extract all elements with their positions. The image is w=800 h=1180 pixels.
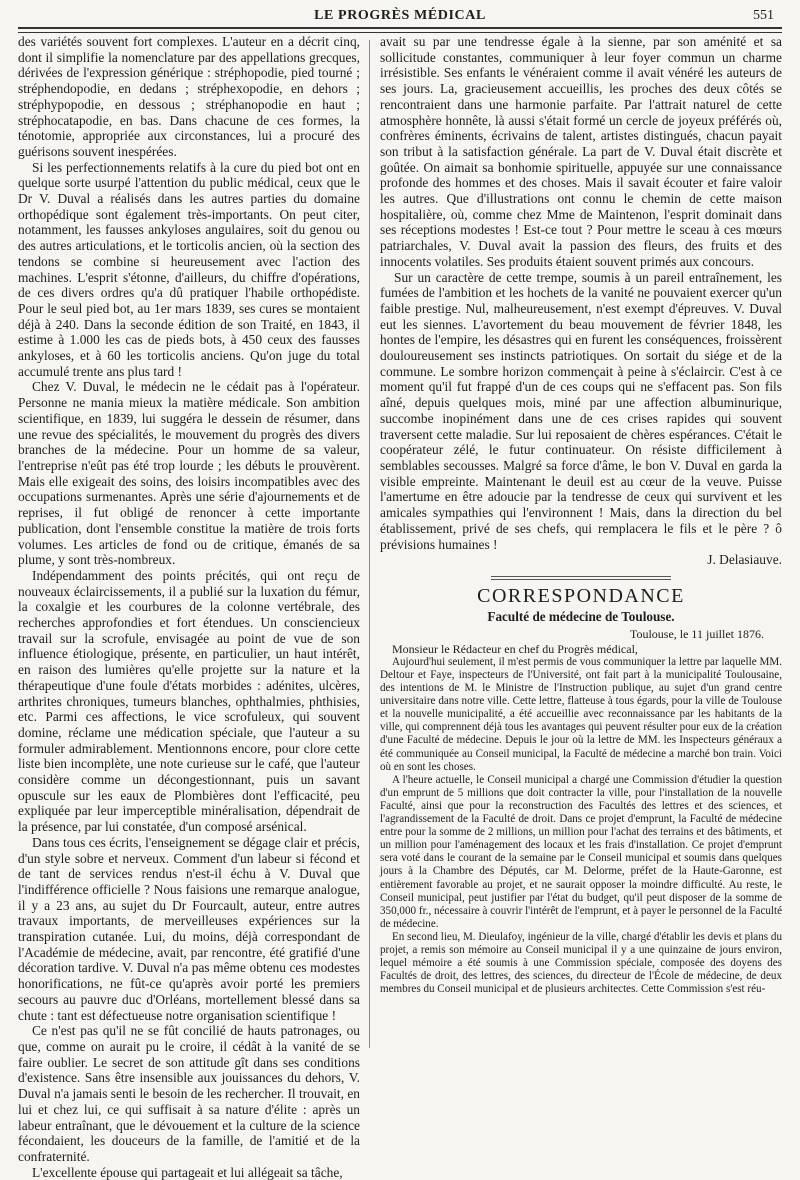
page-header xyxy=(0,0,800,28)
column-divider xyxy=(369,40,370,1048)
header-rule xyxy=(18,27,782,33)
left-column xyxy=(18,34,360,1180)
page-number: 551 xyxy=(753,8,774,23)
correspondence-subtitle: Faculté de médecine de Toulouse. xyxy=(487,608,675,624)
paragraph: des variétés souvent fort complexes. L'auteur en a décrit cinq, dont il simplifie la nomenclature par des appellations grecques, dérivées de l'expression générique : stréphopodie, pied tourné ; stréphendopodie, en dedans ; stréphexopodie, en dehors ; stréphypopodie, en dessous ; stréphanopodie en haut ; stréphocatapodie, en bas. Dans chacune de ces formes, la ténotomie, appropriée aux circonstances, lui a procuré des guérisons souvent inespérées. xyxy=(18,34,360,159)
author-signature: J. Delasiauve. xyxy=(707,552,782,568)
paragraph: Ce n'est pas qu'il ne se fût concilié de hauts patronages, ou que, comme on aurait pu le croire, il cédât à la vanité de se faire oublier. Le secret de son attitude gît dans ses conditions d'existence. Sans être insensible aux jouissances du dehors, V. Duval n'a jamais senti le besoin de les rechercher. Il trouvait, en lui et chez lui, ce qui suffisait à sa nature d'élite : après un labeur entraînant, que le dévouement et la culture de la science fécondaient, les douceurs de la famille, de l'amitié et de la confraternité. xyxy=(18,1023,360,1164)
paragraph: L'excellente épouse qui partageait et lui allégeait sa tâche, xyxy=(32,1164,343,1180)
section-separator xyxy=(491,576,671,580)
running-title: LE PROGRÈS MÉDICAL xyxy=(314,8,486,23)
paragraph: Dans tous ces écrits, l'enseignement se dégage clair et précis, d'un style sobre et nerveux. Comment d'un labeur si fécond et de tant de services rendus n'est-il échu à V. Duval que l'indifférence officielle ? Nous faisions une remarque analogue, il y a 23 ans, au sujet du Dr Fourcault, auteur, entre autres travaux importants, de merveilleuses expériences sur la transpiration cutanée. Lui, du moins, déjà correspondant de l'Académie de médecine, avait, par rencontre, été gratifié d'une décoration tardive. V. Duval n'a pas même obtenu ces modestes honorifications, ne fût-ce qu'après avoir porté les premiers secours au pauvre duc d'Orléans, mortellement blessé dans sa chute : tant est défectueuse notre organisation scientifique ! xyxy=(18,834,360,1023)
paragraph: Sur un caractère de cette trempe, soumis à un pareil entraînement, les fumées de l'ambition et les hochets de la vanité ne pouvaient exercer qu'un faible prestige. Nul, malheureusement, n'est exempt d'épreuves. V. Duval eut les siennes. L'avortement du beau mouvement de février 1848, les hontes de l'empire, les désastres qui en furent les conséquences, froissèrent douloureusement ses instincts patriotiques. On sortait du siége et de la commune. Le sombre horizon commençait à peine à s'éclaircir. C'est à ce moment qu'il fut frappé d'un de ces coups qui ne s'effacent pas. Son fils aîné, depuis quelques mois, miné par une affection albuminurique, succombe inopinément dans une de ces crises rapides qui souvent traversent cette maladie. Sur lui reposaient de chères espérances. C'était le coopérateur zélé, le futur continuateur. On résiste difficilement à semblables secousses. Malgré sa force d'âme, le bon V. Duval en garda la visible empreinte. Maintenant le deuil est au cœur de la veuve. Puisse l'amertume en être adoucie par la tendresse de ceux qui survivent et les amicales sympathies qui l'environnent ! Mais, dans la direction du bel établissement, privé de ses chefs, qui remplacera le fils et le père ? ô prévisions humaines ! xyxy=(380,269,782,552)
paragraph: Indépendamment des points précités, qui ont reçu de nouveaux éclaircissements, il a publié sur la luxation du fémur, la coxalgie et les courbures de la colonne vertébrale, des recherches approfondies et fort étendues. Un consciencieux travail sur la scrofule, envisagée au point de vue de son influence étiologique, présente, en particulier, un haut intérêt, en raison des lumières qu'elle projette sur la nature et la thérapeutique d'une foule d'états morbides : adénites, ulcères, arthrites chroniques, tumeurs blanches, ophthalmies, phthisies, etc. Parmi ces affections, le vice scrofuleux, qui souvent domine, réclame une médication spéciale, que l'auteur a su formuler admirablement. Mentionnons encore, pour clore cette liste bien incomplète, une note curieuse sur le café, que l'auteur considère comme un décongestionnant, puis un savant opuscule sur les eaux de Plombières dont l'efficacité, peu expliquée par leur imperceptible minéralisation, dépendrait de la présence, par lui constatée, d'un composé arsénical. xyxy=(18,567,360,835)
right-column xyxy=(380,34,782,1054)
letter-body xyxy=(380,642,782,996)
letter-salutation: Monsieur le Rédacteur en chef du Progrès médical, xyxy=(392,641,638,656)
paragraph: Si les perfectionnements relatifs à la cure du pied bot ont en quelque sorte usurpé l'attention du public médical, ceux que le Dr V. Duval a réalisés dans les autres parties du domaine orthopédique sont également très-importants. On peut citer, notamment, les fausses ankyloses angulaires, soit du genou ou des autres articulations, et le torticolis ancien, où la section des tendons se combine si heureusement avec l'action des machines. L'esprit s'étonne, d'ailleurs, du chiffre d'opérations, de ces divers ordres qu'a dû pratiquer l'habile orthopédiste. Pour le seul pied bot, au 1er mars 1839, ses cures se montaient déjà à 240. Dans la seconde édition de son Traité, en 1843, il estime à 1.000 les cas de pieds bots, à 450 ceux des fausses ankyloses, et à 60 les torticolis anciens. Qu'on juge du total accumulé trente ans plus tard ! xyxy=(18,159,360,379)
letter-paragraph: A l'heure actuelle, le Conseil municipal a chargé une Commission d'étudier la question d'un emprunt de 5 millions que doit contracter la ville, pour l'installation de la nouvelle Faculté, ainsi que pour la reconstruction des Facultés des lettres et des sciences, et l'agrandissement de la Faculté de droit. Dans ce projet d'emprunt, la Faculté de médecine entre pour la somme de 2 millions, un million pour l'achat des terrains et des bâtiments, et un million pour l'aménagement des locaux et les frais d'installation. Ce projet d'emprunt sera voté dans le courant de la semaine par le Conseil municipal et soumis dans quelques jours à la Chambre des Députés, car M. Delorme, préfet de la Haute-Garonne, est entièrement favorable au projet, et ne saurait opposer la moindre difficulté. Au reste, le Conseil municipal, peut justifier par l'état du budget, qu'il peut disposer de la somme de 350,000 fr., nécessaire à couvrir l'intérêt de l'emprunt, et à payer le personnel de la Faculté de médecine. xyxy=(380,773,782,930)
letter-paragraph: Aujourd'hui seulement, il m'est permis de vous communiquer la lettre par laquelle MM. Deltour et Faye, inspecteurs de l'Université, ont fait part à la municipalité Toulousaine, des intentions de M. le Ministre de l'Instruction publique, au sujet d'un grand centre universitaire dans notre ville. Cette lettre, flatteuse à tous égards, pour la ville de Toulouse et la nouvelle municipalité, a été accueillie avec reconnaissance par les habitants de la ville, qui comprennent déjà tous les avantages qui peuvent résulter pour eux de la création d'une Faculté de médecine. Depuis le jour où la lettre de MM. les Inspecteurs généraux a été communiquée au Conseil municipal, la Faculté de médecine a marché bon train. Voici où en sont les choses. xyxy=(380,655,782,773)
letter-dateline: Toulouse, le 11 juillet 1876. xyxy=(629,626,764,641)
paragraph: avait su par une tendresse égale à la sienne, par son aménité et sa sollicitude constantes, communiquer à leur foyer commun un charme irrésistible. Ses enfants le vénéraient comme il avait vénéré les auteurs de ses jours. La, gracieusement accueillis, les proches des deux côtés se rencontraient dans une harmonie parfaite. Par l'attrait naturel de cette atmosphère honnête, là aussi s'était formé un cercle de joyeux préférés où, confrères éminents, écrivains de talent, artistes distingués, chacun payait son tribut à la satisfaction générale. La part de V. Duval était discrète et goûtée. On aimait sa bonhomie spirituelle, appuyée sur une connaissance profonde des hommes et des choses. Mais il savait écouter et faire valoir les autres. Que d'illustrations ont connu le chemin de cette maison hospitalière, où, comme chez Mme de Maintenon, l'esprit dominait dans ses réceptions modestes ! Est-ce tout ? Pour mettre le sceau à ces mœurs patriarchales, V. Duval avait la passion des fleurs, des fruits et des innocents volatiles. Ses produits étaient souvent primés aux concours. xyxy=(380,34,782,269)
paragraph: Chez V. Duval, le médecin ne le cédait pas à l'opérateur. Personne ne mania mieux la matière médicale. Son ambition scientifique, en 1839, lui suggéra le dessein de résumer, dans une revue des spécialités, le mouvement du progrès des divers branches de la médecine. Pour un homme de sa valeur, l'entreprise n'eût pas été trop lourde ; les débuts le prouvèrent. Mais elle exigeait des soins, des loisirs incompatibles avec des occupations surmenantes. Après une série d'ajournements et de reprises, il fut obligé de renoncer à cette importante publication, dont l'ensemble constitue la matière de trois forts volumes. Les articles de fond ou de critique, émanés de sa plume, y sont très-nombreux. xyxy=(18,379,360,568)
letter-paragraph: En second lieu, M. Dieulafoy, ingénieur de la ville, chargé d'établir les devis et plans du projet, a remis son mémoire au Conseil municipal il y a une quinzaine de jours environ, lequel mémoire a été soumis à une Commission spéciale, composée des doyens des Facultés de droit, des lettres, des sciences, du directeur de l'École de médecine, de deux membres du Conseil municipal et de plusieurs architectes. Cette Commission s'est réu- xyxy=(380,930,782,996)
correspondence-title: CORRESPONDANCE xyxy=(477,584,685,607)
